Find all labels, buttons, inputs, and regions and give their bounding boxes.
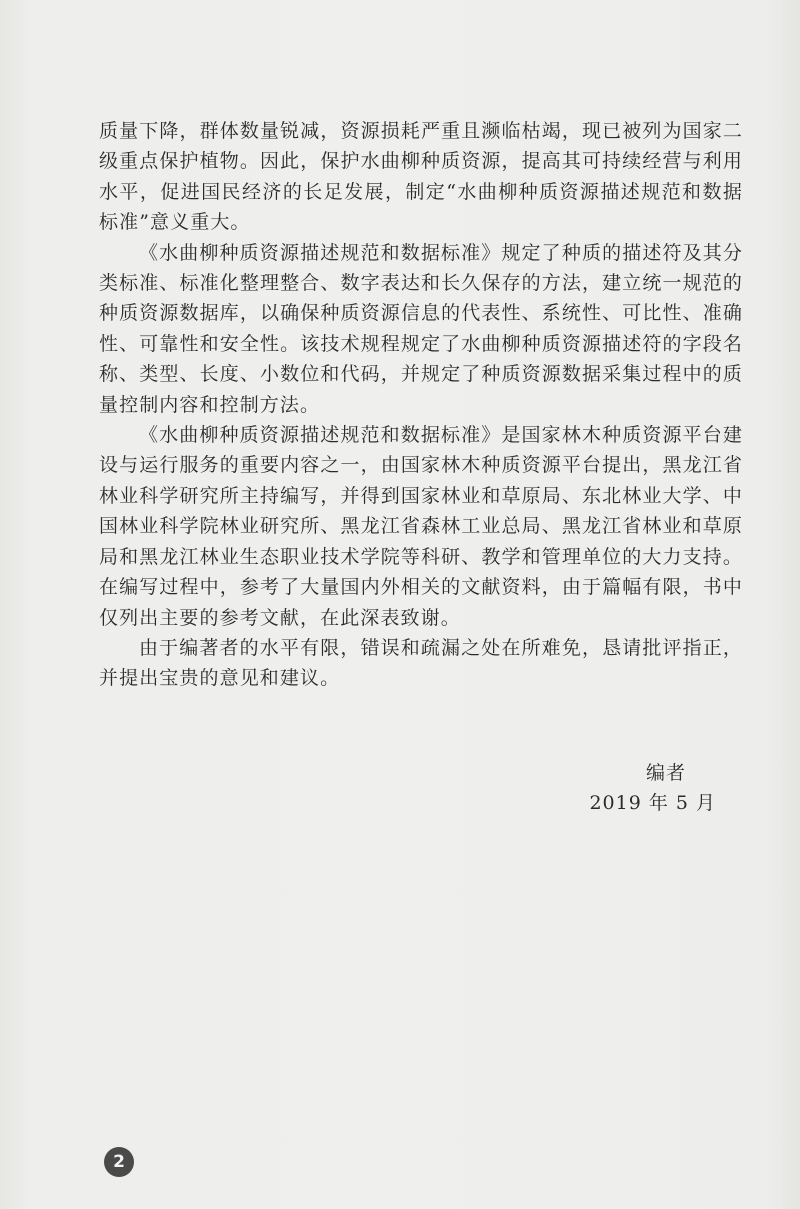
signature-block: [589, 758, 716, 818]
body-text: [99, 116, 743, 694]
signature-author: 编者: [645, 762, 686, 784]
paragraph-acknowledgements: 《水曲柳种质资源描述规范和数据标准》是国家林木种质资源平台建设与运行服务的重要内容之一，由国家林木种质资源平台提出，黑龙江省林业科学研究所主持编写，并得到国家林业和草原局、东北林业大学、中国林业科学院林业研究所、黑龙江省森林工业总局、黑龙江省林业和草原局和黑龙江林业生态职业技术学院等科研、教学和管理单位的大力支持。在编写过程中，参考了大量国内外相关的文献资料，由于篇幅有限，书中仅列出主要的参考文献，在此深表致谢。: [99, 424, 743, 629]
paragraph-closing-request: 由于编著者的水平有限，错误和疏漏之处在所难免，恳请批评指正，并提出宝贵的意见和建议。: [99, 636, 743, 690]
signature-date: 2019 年 5 月: [589, 792, 716, 814]
paragraph-standard-scope: 《水曲柳种质资源描述规范和数据标准》规定了种质的描述符及其分类标准、标准化整理整合、数字表达和长久保存的方法，建立统一规范的种质资源数据库，以确保种质资源信息的代表性、系统性、可比性、准确性、可靠性和安全性。该技术规程规定了水曲柳种质资源描述符的字段名称、类型、长度、小数位和代码，并规定了种质资源数据采集过程中的质量控制内容和控制方法。: [99, 241, 743, 416]
paragraph-continuation: 质量下降，群体数量锐减，资源损耗严重且濒临枯竭，现已被列为国家二级重点保护植物。因此，保护水曲柳种质资源，提高其可持续经营与利用水平，促进国民经济的长足发展，制定“水曲柳种质资源描述规范和数据标准”意义重大。: [99, 120, 743, 234]
page-number-badge: 2: [104, 1147, 134, 1177]
